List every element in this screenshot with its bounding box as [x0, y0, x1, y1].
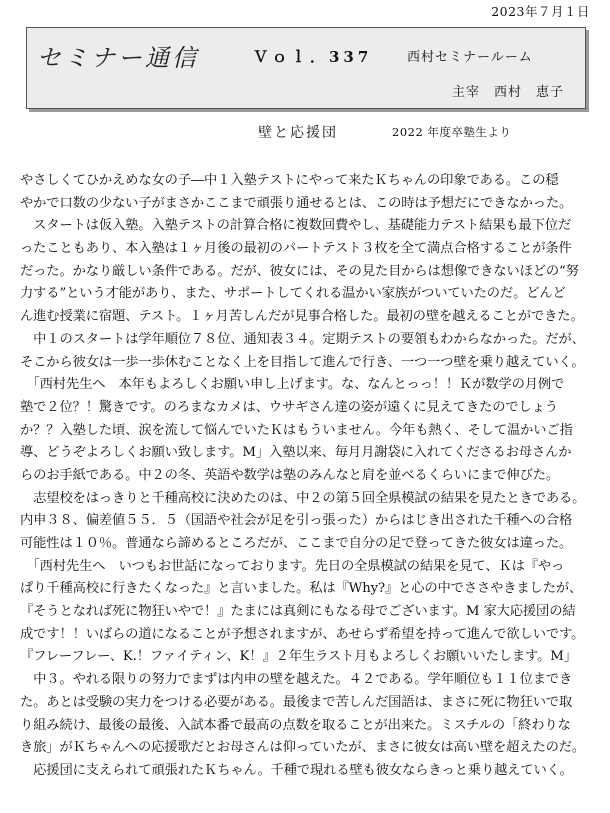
body-line: 志望校をはっきりと千種高校に決めたのは、中２の第５回全県模試の結果を見たときである。 [20, 490, 586, 506]
body-line: ったこともあり、本入塾は１ヶ月後の最初のパートテスト３枚を全て満点合格することが条件 [20, 241, 572, 257]
body-line: やかで口数の少ない子がまさかここまで頑張り通せるとは、この時は予想だにできなかった。 [20, 195, 573, 211]
body-line: 可能性は１０％。普通なら諦めるところだが、ここまで自分の足で登ってきた彼女は違った。 [20, 536, 573, 551]
newsletter-title: セミナー通信 [37, 44, 199, 72]
body-line: 内申３８、偏差値５５．５（国語や社会が足を引っ張った）からはじき出された千種への合格 [20, 513, 573, 529]
volume-number: Ｖｏｌ．337 [253, 48, 373, 66]
body-line: らのお手紙である。中２の冬、英語や数学は塾のみんなと肩を並べるくらいにまで伸びた。 [20, 467, 560, 483]
body-line: そこから彼女は一歩一歩休むことなく上を目指して進んで行き、一つ一つ壁を乗り越えていく。 [20, 354, 585, 370]
newsletter-header [26, 27, 586, 109]
body-line: 導、どうぞよろしくお願い致します。M」入塾以来、毎月月謝袋に入れてくださるお母さんか [20, 445, 572, 461]
body-line: やさしくてひかえめな女の子―中１入塾テストにやって来たＫちゃんの印象である。この穏 [20, 173, 559, 188]
article-title: 壁と応援団 [258, 125, 338, 141]
article-body [20, 170, 594, 783]
body-line: 中３。やれる限りの努力でまずは内申の壁を越えた。４２である。学年順位も１１位までき [20, 672, 573, 688]
body-line: た。あとは受験の実力をつける必要がある。最後まで苦しんだ国語は、まさに死に物狂いで取 [20, 694, 573, 710]
issue-date: 2023年７月１日 [491, 4, 590, 19]
body-line: 応援団に支えられて頑張れたＫちゃん。千種で現れる壁も彼女ならきっと乗り越えていく。 [20, 762, 573, 778]
body-line: 「西村先生へ 本年もよろしくお願い申し上げます。な、なんとっっ！！Ｋが数学の月例で [20, 377, 565, 393]
body-line: 『そうとなれば死に物狂いやで！』たまには真剣にもなる母でございます。M 家大応援団の結 [20, 604, 576, 620]
body-line: 中１のスタートは学年順位７８位、通知表３４。定期テストの要領もわからなかった。だが、 [20, 331, 585, 347]
body-line: り組み続け、最後の最後、入試本番で最高の点数を取ることが出来た。ミスチルの「終わりな [20, 717, 571, 733]
body-line: か？？入塾した頃、涙を流して悩んでいたＫはもういません。今年も熱く、そして温かいご指 [20, 422, 573, 438]
body-line: スタートは仮入塾。入塾テストの計算合格に複数回費やし、基礎能力テスト結果も最下位だ [20, 218, 572, 234]
body-line: き旅」がＫちゃんへの応援歌だとお母さんは仰っていたが、まさに彼女は高い壁を超えたのだ。 [20, 740, 586, 756]
body-line: 力する”という才能があり、また、サポートしてくれる温かい家族がついていたのだ。どんど [20, 286, 566, 302]
body-line: 「西村先生へ いつもお世話になっております。先日の全県模試の結果を見て、Ｋは『やっ [20, 558, 565, 574]
body-line: 成です！！いばらの道になることが予想されますが、あせらず希望を持って進んで欲しいです。 [20, 626, 585, 642]
body-line: ぱり千種高校に行きたくなった』と言いました。私は『Why?』と心の中でささやきましたが、 [20, 581, 583, 597]
body-line: 塾で２位？！驚きです。のろまなカメは、ウサギさん達の姿が遠くに見えてきたのでしょう [20, 399, 558, 415]
article-subtitle: 2022 年度卒塾生より [392, 125, 512, 139]
editor-name: 主宰 西村 恵子 [452, 85, 565, 100]
organization-name: 西村セミナールーム [407, 50, 533, 65]
body-line: だった。かなり厳しい条件である。だが、彼女には、その見た目からは想像できないほどの“努 [20, 263, 579, 279]
body-line: ん進む授業に宿題、テスト。１ヶ月苦しんだが見事合格した。最初の壁を越えることができた。 [20, 309, 584, 325]
body-line: 『フレーフレー、K.！ファイティン、K！』２年生ラスト月もよろしくお願いいたします。M」 [20, 649, 577, 665]
